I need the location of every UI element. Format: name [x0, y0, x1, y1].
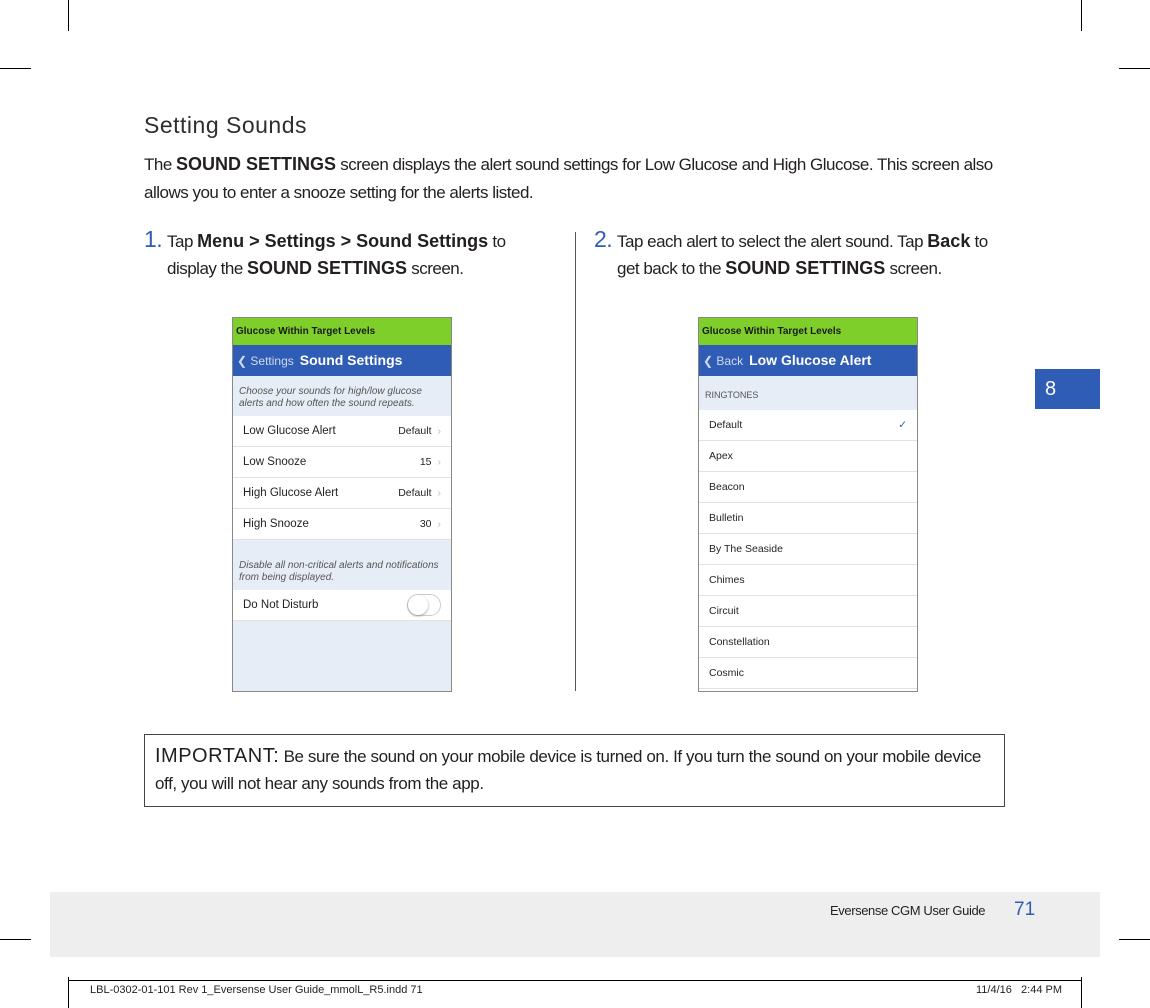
footer-band [50, 892, 1100, 957]
do-not-disturb-toggle[interactable] [407, 594, 441, 616]
ringtone-item[interactable]: Cosmic [699, 658, 917, 689]
column-divider [575, 232, 576, 691]
important-box: IMPORTANT: Be sure the sound on your mobile device is turned on. If you turn the sound on your mobile device off, you will not hear any sounds from the app. [144, 734, 1005, 807]
ringtone-item[interactable]: Constellation [699, 627, 917, 658]
ringtone-item[interactable]: Chimes [699, 565, 917, 596]
ringtone-item[interactable]: Default ✓ [699, 410, 917, 441]
intro-paragraph: The SOUND SETTINGS screen displays the alert sound settings for Low Glucose and High Glucose. This screen also allows you to enter a snooze setting for the alerts listed. [144, 154, 993, 202]
section-header: RINGTONES [699, 376, 917, 410]
do-not-disturb-row: Do Not Disturb [233, 590, 451, 621]
slug-file: LBL-0302-01-101 Rev 1_Eversense User Guide_mmolL_R5.indd 71 [90, 984, 423, 996]
sound-settings-screenshot [232, 317, 452, 692]
important-label: IMPORTANT: [155, 745, 280, 767]
slug-line [68, 980, 1082, 981]
chevron-right-icon: › [437, 487, 441, 499]
settings-row[interactable]: Low Snooze 15 › [233, 447, 451, 478]
footer-guide-title: Eversense CGM User Guide [830, 903, 986, 918]
crop-mark [68, 977, 69, 1008]
crop-mark [1081, 977, 1082, 1008]
slug-date: 11/4/16 2:44 PM [976, 984, 1063, 996]
crop-mark [0, 68, 31, 69]
crop-mark [1081, 0, 1082, 31]
settings-row[interactable]: Low Glucose Alert Default › [233, 416, 451, 447]
ringtone-item[interactable]: Bulletin [699, 503, 917, 534]
settings-row[interactable]: High Glucose Alert Default › [233, 478, 451, 509]
chapter-tab: 8 [1035, 369, 1100, 409]
section-note: Choose your sounds for high/low glucose alerts and how often the sound repeats. [239, 386, 422, 409]
section-note: Disable all non-critical alerts and notifications from being displayed. [239, 560, 439, 583]
step-1: 1. Tap Menu > Settings > Sound Settings to display the SOUND SETTINGS screen. [144, 226, 506, 278]
nav-bar: ❮ Settings Sound Settings [233, 345, 451, 376]
ringtone-item[interactable]: Apex [699, 441, 917, 472]
page-title: Setting Sounds [144, 112, 308, 138]
checkmark-icon: ✓ [898, 419, 907, 431]
settings-row[interactable]: High Snooze 30 › [233, 509, 451, 540]
nav-bar: ❮ Back Low Glucose Alert [699, 345, 917, 376]
step-2: 2. Tap each alert to select the alert sound. Tap Back to get back to the SOUND SETTINGS screen. [594, 226, 988, 278]
chevron-right-icon: › [437, 456, 441, 468]
crop-mark [1119, 68, 1150, 69]
status-banner: Glucose Within Target Levels [699, 318, 917, 345]
ringtone-item[interactable]: By The Seaside [699, 534, 917, 565]
crop-mark [68, 0, 69, 31]
back-button[interactable]: ❮ Settings [237, 354, 294, 368]
low-glucose-alert-screenshot [698, 317, 918, 692]
page-number: 71 [1014, 899, 1036, 920]
chevron-right-icon: › [437, 518, 441, 530]
status-banner: Glucose Within Target Levels [233, 318, 451, 345]
back-button[interactable]: ❮ Back [703, 354, 744, 368]
crop-mark [0, 939, 31, 940]
ringtone-item[interactable]: Circuit [699, 596, 917, 627]
ringtone-item[interactable]: Beacon [699, 472, 917, 503]
chevron-right-icon: › [437, 425, 441, 437]
crop-mark [1119, 939, 1150, 940]
